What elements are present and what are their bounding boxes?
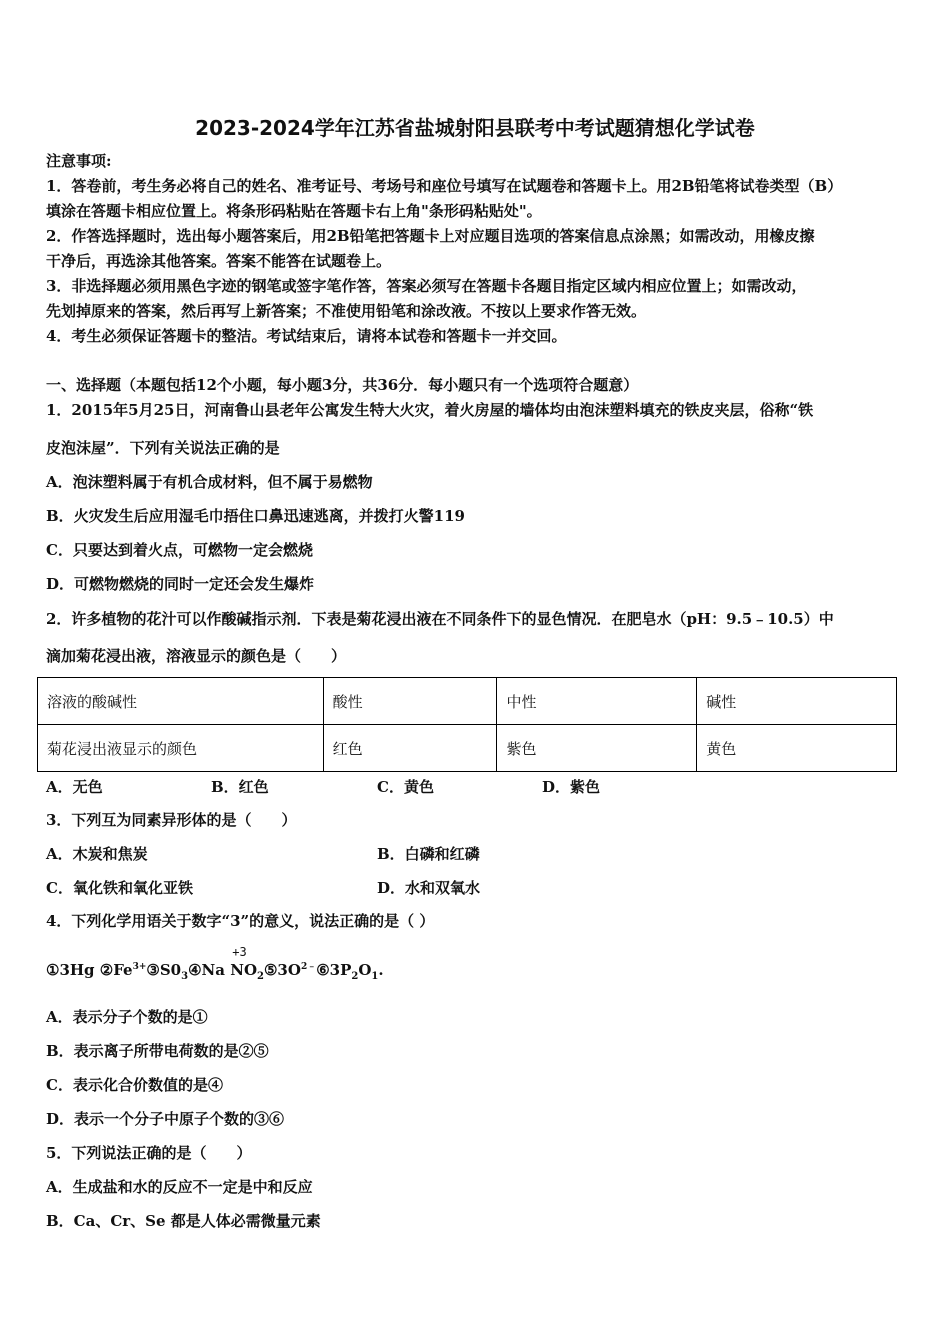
q5-option-a: A．生成盐和水的反应不一定是中和反应 — [46, 1178, 313, 1196]
formula-part: ①3Hg ②Fe — [46, 961, 133, 979]
note-4: 4．考生必须保证答题卡的整洁。考试结束后，请将本试卷和答题卡一并交回。 — [46, 327, 567, 345]
formula-sub: 3 — [181, 971, 189, 982]
q1-option-c: C．只要达到着火点，可燃物一定会燃烧 — [46, 541, 313, 559]
q2-option-c: C．黄色 — [377, 778, 434, 796]
note-1-line-1: 1．答卷前，考生务必将自己的姓名、准考证号、考场号和座位号填写在试题卷和答题卡上。用2B铅笔将试卷类型（B） — [46, 177, 843, 195]
q4-option-b: B．表示离子所带电荷数的是②⑤ — [46, 1042, 269, 1060]
q2-option-b: B．红色 — [211, 778, 269, 796]
formula-part: O — [358, 961, 372, 979]
q5-stem: 5．下列说法正确的是（ ） — [46, 1144, 252, 1162]
formula-part: ④Na — [188, 961, 225, 979]
q2-option-a: A．无色 — [46, 778, 103, 796]
page-title: 2023-2024学年江苏省盐城射阳县联考中考试题猜想化学试卷 — [195, 116, 755, 140]
q4-option-d: D．表示一个分子中原子个数的③⑥ — [46, 1110, 285, 1128]
formula-part: . — [378, 961, 384, 979]
q3-option-b: B．白磷和红磷 — [377, 845, 480, 863]
q1-stem-line-2: 皮泡沫屋”．下列有关说法正确的是 — [46, 439, 280, 457]
formula-sup: 3+ — [132, 962, 147, 972]
q1-option-b: B．火灾发生后应用湿毛巾捂住口鼻迅速逃离，并拨打火警119 — [46, 507, 465, 525]
formula-part: ⑤3O — [263, 961, 301, 979]
formula-part: ③S0 — [146, 961, 182, 979]
q5-option-b: B．Ca、Cr、Se 都是人体必需微量元素 — [46, 1212, 321, 1230]
nitrogen-symbol: N — [230, 961, 244, 979]
formula-sub: 1 — [371, 971, 379, 982]
note-2-line-1: 2．作答选择题时，选出每小题答案后，用2B铅笔把答题卡上对应题目选项的答案信息点涂黑；如需改动，用橡皮擦 — [46, 227, 815, 245]
q4-formula-line — [46, 945, 384, 987]
table-cell: 紫色 — [497, 725, 697, 772]
table-cell: 溶液的酸碱性 — [38, 678, 324, 725]
formula-part: ⑥3P — [316, 961, 352, 979]
note-1-line-2: 填涂在答题卡相应位置上。将条形码粘贴在答题卡右上角"条形码粘贴处"。 — [46, 202, 542, 220]
table-cell: 黄色 — [697, 725, 897, 772]
q2-option-d: D．紫色 — [542, 778, 601, 796]
q3-option-a: A．木炭和焦炭 — [46, 845, 148, 863]
table-cell: 酸性 — [323, 678, 497, 725]
q2-stem-line-2: 滴加菊花浸出液，溶液显示的颜色是（ ） — [46, 647, 347, 665]
q1-stem-line-1: 1．2015年5月25日，河南鲁山县老年公寓发生特大火灾，着火房屋的墙体均由泡沫塑料填充的铁皮夹层，俗称“铁 — [46, 401, 814, 419]
note-3-line-2: 先划掉原来的答案，然后再写上新答案；不准使用铅笔和涂改液。不按以上要求作答无效。 — [46, 302, 647, 320]
q3-stem: 3．下列互为同素异形体的是（ ） — [46, 811, 297, 829]
table-row — [38, 678, 897, 725]
valence-nitrogen — [230, 945, 247, 980]
notes-heading: 注意事项: — [46, 152, 112, 170]
section-heading: 一、选择题（本题包括12个小题，每小题3分，共36分．每小题只有一个选项符合题意） — [46, 376, 639, 394]
table-cell: 中性 — [497, 678, 697, 725]
indicator-table — [37, 677, 897, 772]
q4-option-c: C．表示化合价数值的是④ — [46, 1076, 223, 1094]
q3-option-c: C．氧化铁和氧化亚铁 — [46, 879, 193, 897]
q1-option-d: D．可燃物燃烧的同时一定还会发生爆炸 — [46, 575, 315, 593]
table-cell: 红色 — [323, 725, 497, 772]
table-row — [38, 725, 897, 772]
table-cell: 菊花浸出液显示的颜色 — [38, 725, 324, 772]
q4-option-a: A．表示分子个数的是① — [46, 1008, 208, 1026]
table-cell: 碱性 — [697, 678, 897, 725]
q4-stem: 4．下列化学用语关于数字“3”的意义，说法正确的是（ ） — [46, 912, 435, 930]
valence-tag: +3 — [232, 945, 247, 959]
q2-stem-line-1: 2．许多植物的花汁可以作酸碱指示剂．下表是菊花浸出液在不同条件下的显色情况．在肥皂水（pH：9.5﹣10.5）中 — [46, 610, 834, 628]
q3-option-d: D．水和双氧水 — [377, 879, 481, 897]
q1-option-a: A．泡沫塑料属于有机合成材料，但不属于易燃物 — [46, 473, 373, 491]
formula-part: O — [243, 961, 258, 979]
formula-sub: 2 — [257, 971, 264, 982]
formula-sub: 2 — [351, 971, 359, 982]
note-2-line-2: 干净后，再选涂其他答案。答案不能答在试题卷上。 — [46, 252, 392, 270]
note-3-line-1: 3．非选择题必须用黑色字迹的钢笔或签字笔作答，答案必须写在答题卡各题目指定区域内相应位置上；如需改动， — [46, 277, 807, 295]
formula-sup: 2﹣ — [300, 962, 317, 972]
